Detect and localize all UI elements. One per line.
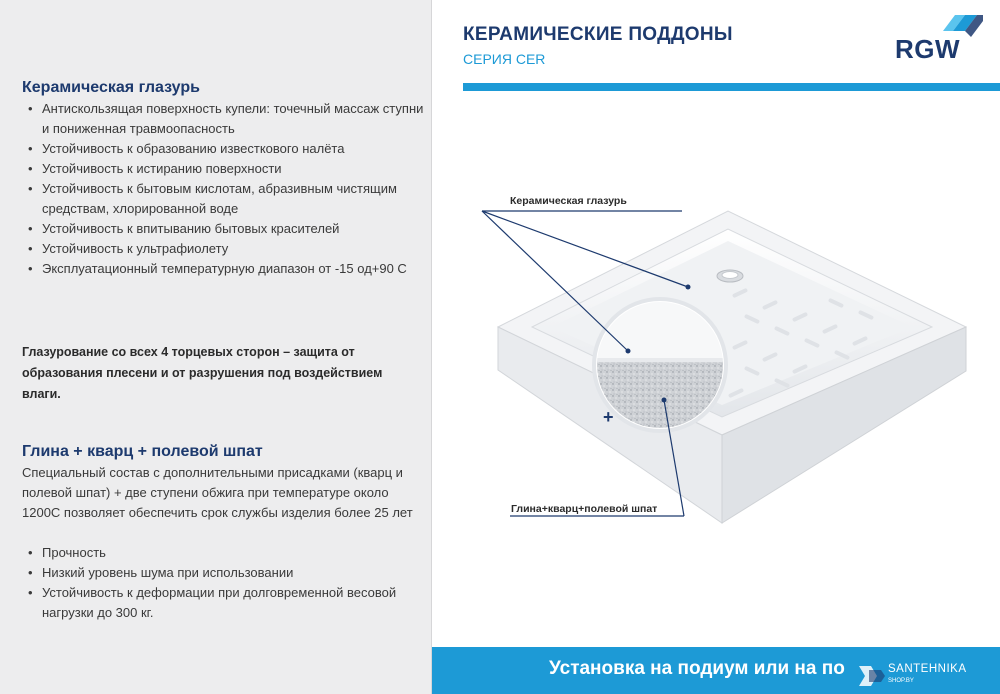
composition-heading: Глина + кварц + полевой шпат [22, 443, 263, 460]
list-item: • Устойчивость к бытовым кислотам, абразивным чистящим средствам, хлорированной воде [22, 179, 427, 219]
footer-text: Установка на подиум или на по [549, 658, 845, 679]
callout-body-composition: Глина+кварц+полевой шпат [511, 503, 658, 515]
list-item: • Устойчивость к истиранию поверхности [22, 159, 427, 179]
list-item: • Устойчивость к впитыванию бытовых красителей [22, 219, 427, 239]
list-item: • Устойчивость к деформации при долговременной весовой нагрузки до 300 кг. [22, 583, 427, 623]
logo-text: RGW [895, 34, 961, 64]
watermark-text: SANTEHNIKA [888, 663, 967, 675]
list-item: • Устойчивость к ультрафиолету [22, 239, 427, 259]
header-divider [463, 83, 1000, 91]
glaze-heading: Керамическая глазурь [22, 79, 200, 96]
page-title: КЕРАМИЧЕСКИЕ ПОДДОНЫ [463, 24, 733, 45]
shower-tray-illustration [432, 95, 1000, 645]
watermark-subtext: SHOP.BY [888, 678, 914, 684]
callout-glaze: Керамическая глазурь [510, 195, 627, 207]
page-subtitle: СЕРИЯ CER [463, 51, 546, 67]
glazing-note: Глазурование со всех 4 торцевых сторон – защита от образования плесени и от разрушения под воздействием влаги. [22, 345, 383, 401]
plus-sign: + [603, 407, 614, 427]
list-item: • Эксплуатационный температурную диапазон от -15 од+90 С [22, 259, 427, 279]
list-item: • Прочность [22, 543, 427, 563]
glaze-feature-list [22, 99, 427, 279]
list-item: • Устойчивость к образованию известкового налёта [22, 139, 427, 159]
list-item: • Низкий уровень шума при использовании [22, 563, 427, 583]
composition-paragraph: Специальный состав с дополнительными присадками (кварц и полевой шпат) + две ступени обжига при температуре около 1200С позволяет обеспечить срок службы изделия более 25 лет [22, 465, 413, 520]
composition-feature-list [22, 543, 427, 623]
list-item: • Антискользящая поверхность купели: точечный массаж ступни и пониженная травмоопасность [22, 99, 427, 139]
